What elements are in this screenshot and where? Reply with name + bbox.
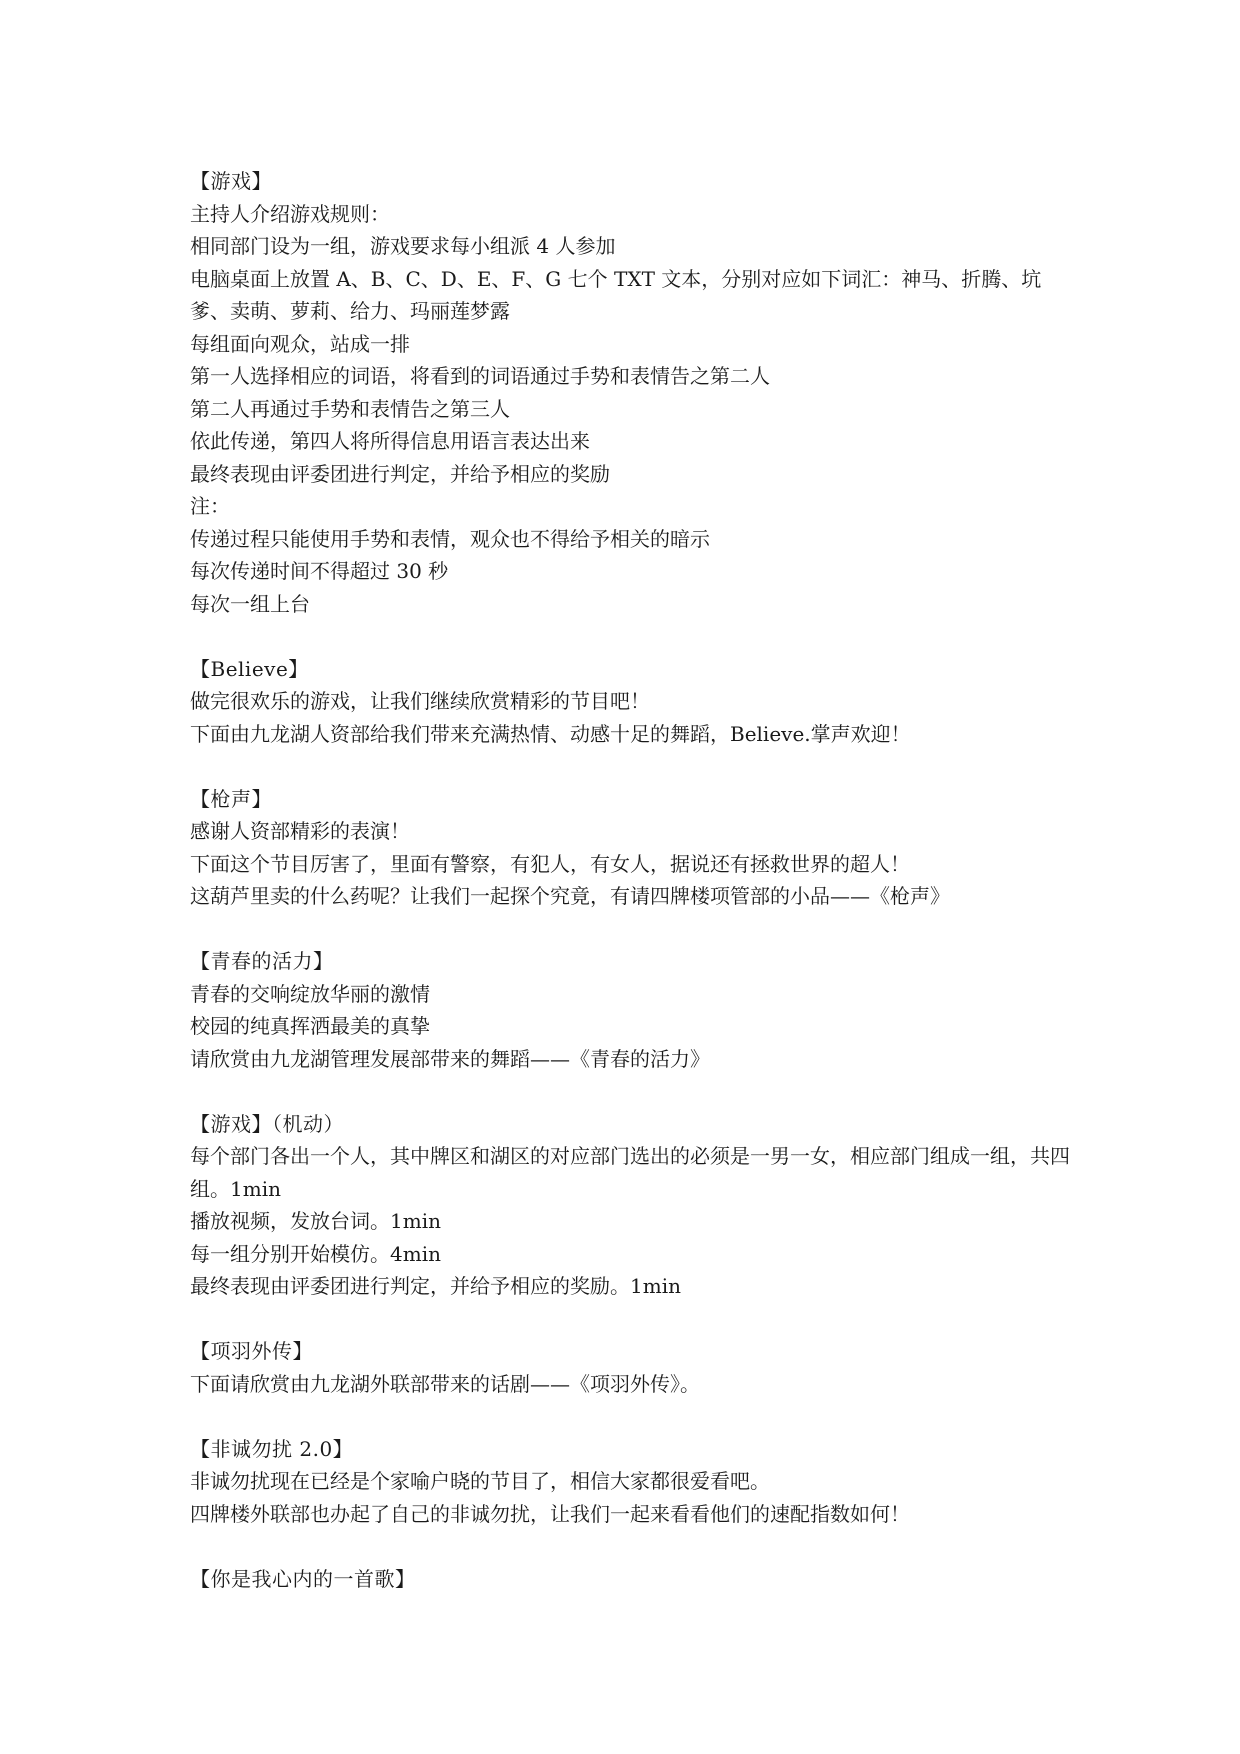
body-line: 依此传递，第四人将所得信息用语言表达出来 (190, 429, 590, 453)
section-heading: 【枪声】 (190, 786, 272, 811)
body-line: 青春的交响绽放华丽的激情 (190, 981, 430, 1006)
body-line: 最终表现由评委团进行判定，并给予相应的奖励 (190, 461, 610, 486)
body-line: 请欣赏由九龙湖管理发展部带来的舞蹈——《青春的活力》 (190, 1046, 710, 1071)
program-section (190, 653, 1070, 751)
body-line: 下面由九龙湖人资部给我们带来充满热情、动感十足的舞蹈，Believe.掌声欢迎！ (190, 721, 911, 746)
body-line: 校园的纯真挥洒最美的真挚 (190, 1014, 430, 1038)
body-line: 做完很欢乐的游戏，让我们继续欣赏精彩的节目吧！ (190, 689, 650, 713)
body-line: 最终表现由评委团进行判定，并给予相应的奖励。1min (190, 1274, 681, 1298)
program-section (190, 165, 1070, 620)
body-line: 第二人再通过手势和表情告之第三人 (190, 396, 510, 421)
document-body (190, 165, 1070, 1595)
program-section (190, 945, 1070, 1075)
body-line: 每次传递时间不得超过 30 秒 (190, 559, 449, 583)
body-line: 每一组分别开始模仿。4min (190, 1241, 441, 1266)
body-line: 下面这个节目厉害了，里面有警察，有犯人，有女人，据说还有拯救世界的超人！ (190, 851, 910, 876)
body-line: 注： (190, 494, 230, 518)
body-line: 这葫芦里卖的什么药呢？让我们一起探个究竟，有请四牌楼项管部的小品——《枪声》 (190, 884, 950, 908)
program-section (190, 783, 1070, 913)
section-heading: 【你是我心内的一首歌】 (190, 1566, 416, 1591)
body-line: 播放视频，发放台词。1min (190, 1209, 441, 1233)
body-line: 相同部门设为一组，游戏要求每小组派 4 人参加 (190, 234, 616, 258)
body-line: 每次一组上台 (190, 591, 310, 616)
section-heading: 【项羽外传】 (190, 1339, 313, 1363)
section-heading: 【非诚勿扰 2.0】 (190, 1436, 354, 1461)
body-line: 每组面向观众，站成一排 (190, 331, 410, 356)
section-heading: 【游戏】（机动） (190, 1111, 344, 1136)
section-heading: 【青春的活力】 (190, 949, 334, 973)
program-section (190, 1563, 1070, 1596)
body-line: 第一人选择相应的词语，将看到的词语通过手势和表情告之第二人 (190, 364, 770, 388)
body-line: 感谢人资部精彩的表演！ (190, 819, 410, 843)
body-line: 非诚勿扰现在已经是个家喻户晓的节目了，相信大家都很爱看吧。 (190, 1469, 770, 1493)
program-section (190, 1433, 1070, 1531)
body-line: 主持人介绍游戏规则： (190, 201, 390, 226)
section-heading: 【Believe】 (190, 656, 309, 681)
body-line: 传递过程只能使用手势和表情，观众也不得给予相关的暗示 (190, 526, 710, 551)
program-section (190, 1108, 1070, 1303)
section-heading: 【游戏】 (190, 169, 272, 193)
body-line: 下面请欣赏由九龙湖外联部带来的话剧——《项羽外传》。 (190, 1371, 700, 1396)
body-line: 电脑桌面上放置 A、B、C、D、E、F、G 七个 TXT 文本，分别对应如下词汇：神马、折腾、坑爹、卖萌、萝莉、给力、玛丽莲梦露 (190, 266, 1042, 323)
body-line: 四牌楼外联部也办起了自己的非诚勿扰，让我们一起来看看他们的速配指数如何！ (190, 1501, 910, 1526)
body-line: 每个部门各出一个人，其中牌区和湖区的对应部门选出的必须是一男一女，相应部门组成一组，共四组。1min (190, 1144, 1070, 1201)
program-section (190, 1335, 1070, 1400)
